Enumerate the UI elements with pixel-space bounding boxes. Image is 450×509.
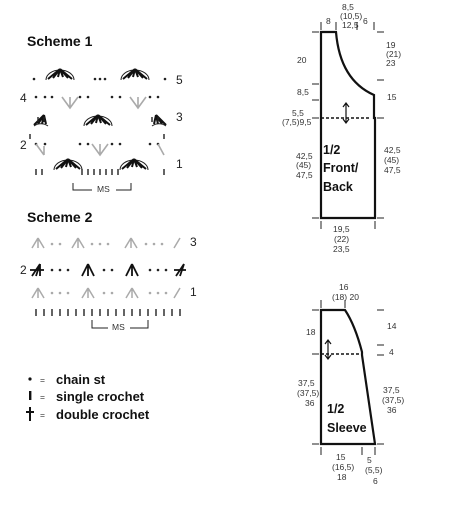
svg-text:47,5: 47,5 <box>296 170 313 180</box>
svg-text:20: 20 <box>297 55 307 65</box>
svg-text:19,5: 19,5 <box>333 224 350 234</box>
svg-text:36: 36 <box>387 405 397 415</box>
svg-text:37,5: 37,5 <box>298 378 315 388</box>
svg-text:Front/: Front/ <box>323 161 359 175</box>
scheme1-ms-label: MS <box>97 184 110 194</box>
svg-text:8,5: 8,5 <box>342 2 354 12</box>
svg-text:16: 16 <box>339 282 349 292</box>
svg-text:14: 14 <box>387 321 397 331</box>
svg-text:(37,5): (37,5) <box>297 388 320 398</box>
scheme1-row2-vs <box>36 144 164 155</box>
front-back-schematic <box>282 2 401 254</box>
scheme1-row-1: 1 <box>176 157 183 171</box>
sleeve-schematic <box>297 282 404 486</box>
svg-text:Back: Back <box>323 180 353 194</box>
svg-text:Sleeve: Sleeve <box>327 421 367 435</box>
svg-text:4: 4 <box>389 347 394 357</box>
svg-text:(5,5): (5,5) <box>365 465 383 475</box>
svg-text:8,5: 8,5 <box>297 87 309 97</box>
legend-chain-st <box>28 372 105 387</box>
scheme1-row-5: 5 <box>176 73 183 87</box>
legend-single-crochet-label: single crochet <box>56 389 145 404</box>
scheme2-row-2: 2 <box>20 263 27 277</box>
scheme1-row1-fans <box>54 159 148 170</box>
svg-text:15: 15 <box>387 92 397 102</box>
svg-text:23: 23 <box>386 58 396 68</box>
legend <box>26 372 150 422</box>
scheme2-row2 <box>30 264 186 276</box>
svg-text:36: 36 <box>305 398 315 408</box>
svg-text:(37,5): (37,5) <box>382 395 405 405</box>
sleeve-label: 1/2 <box>327 402 345 416</box>
svg-text:42,5: 42,5 <box>384 145 401 155</box>
svg-text:18: 18 <box>337 472 347 482</box>
legend-chain-st-label: chain st <box>56 372 106 387</box>
scheme1-dot-row <box>33 78 167 146</box>
scheme2-row-1: 1 <box>190 285 197 299</box>
legend-double-crochet-label: double crochet <box>56 407 150 422</box>
svg-text:(18) 20: (18) 20 <box>332 292 359 302</box>
scheme2-title: Scheme 2 <box>27 209 93 225</box>
chain-dot-icon <box>28 377 31 380</box>
svg-text:47,5: 47,5 <box>384 165 401 175</box>
svg-text:=: = <box>40 375 45 385</box>
svg-text:5: 5 <box>367 455 372 465</box>
svg-text:12,5: 12,5 <box>342 20 359 30</box>
scheme1-row-2: 2 <box>20 138 27 152</box>
scheme2-row1-dots <box>51 292 168 295</box>
svg-text:15: 15 <box>336 452 346 462</box>
svg-text:23,5: 23,5 <box>333 244 350 254</box>
single-bar-icon <box>29 391 31 400</box>
svg-text:(16,5): (16,5) <box>332 462 355 472</box>
scheme1-row-3: 3 <box>176 110 183 124</box>
svg-text:6: 6 <box>373 476 378 486</box>
svg-text:18: 18 <box>306 327 316 337</box>
dagger-icon <box>26 407 34 421</box>
scheme2-chart <box>30 238 186 333</box>
scheme2-base-row <box>36 309 180 316</box>
svg-text:(45): (45) <box>296 160 312 170</box>
scheme1-row-4: 4 <box>20 91 27 105</box>
svg-text:(10,5): (10,5) <box>340 11 363 21</box>
svg-text:(22): (22) <box>334 234 350 244</box>
sleeve-arrow-icon <box>325 340 331 359</box>
svg-text:(7,5)9,5: (7,5)9,5 <box>282 117 312 127</box>
svg-text:37,5: 37,5 <box>383 385 400 395</box>
scheme1-row5-fans <box>46 69 149 80</box>
svg-text:42,5: 42,5 <box>296 151 313 161</box>
front-arrow-icon <box>343 103 349 123</box>
scheme2-row-3: 3 <box>190 235 197 249</box>
scheme1-row4-vs <box>62 97 146 108</box>
svg-text:6: 6 <box>363 16 368 26</box>
svg-text:=: = <box>40 392 45 402</box>
scheme1-row3-fans <box>34 115 166 126</box>
svg-text:(45): (45) <box>384 155 400 165</box>
legend-double-crochet <box>26 407 150 422</box>
svg-text:(21): (21) <box>386 49 402 59</box>
scheme2-row3-dots <box>51 243 164 246</box>
scheme1-base-row <box>36 169 164 175</box>
svg-text:8: 8 <box>326 16 331 26</box>
scheme1-title: Scheme 1 <box>27 33 93 49</box>
svg-text:19: 19 <box>386 40 396 50</box>
scheme2-row3 <box>32 238 180 248</box>
front-back-label: 1/2 <box>323 143 341 157</box>
svg-text:5,5: 5,5 <box>292 108 304 118</box>
svg-text:=: = <box>40 410 45 420</box>
scheme1-chart <box>30 69 166 195</box>
scheme2-row2-dots <box>51 269 168 272</box>
legend-single-crochet <box>29 389 145 404</box>
scheme2-ms-label: MS <box>112 322 125 332</box>
